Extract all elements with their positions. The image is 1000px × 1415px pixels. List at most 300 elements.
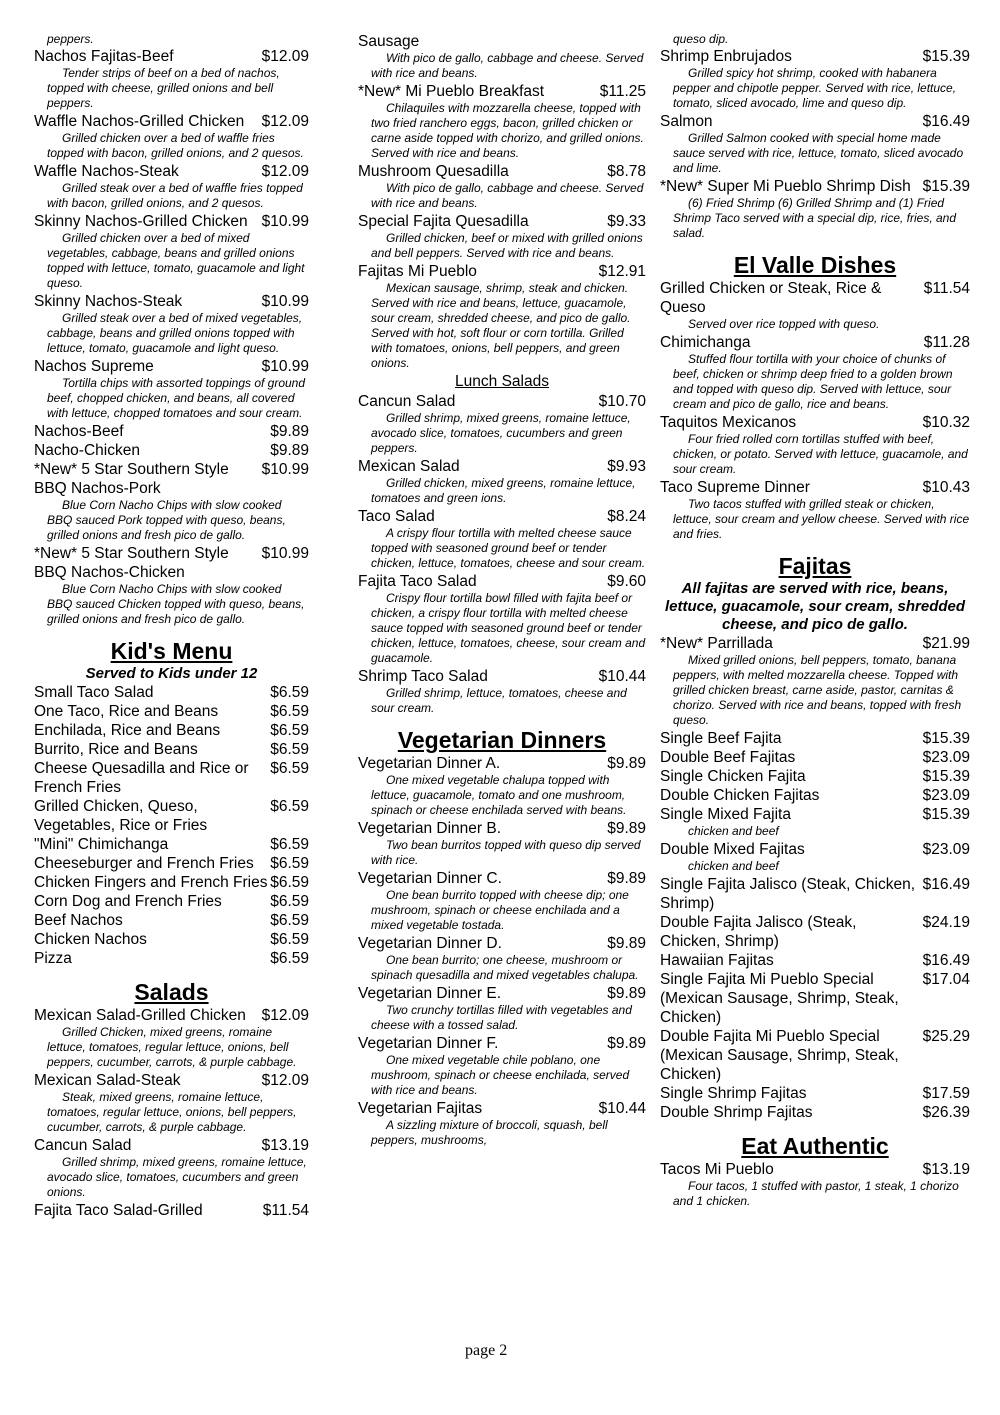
menu-item-price: $6.59 bbox=[270, 760, 309, 777]
menu-item-description-text: Grilled Salmon cooked with special home made sauce served with rice, lettuce, tomato, sliced avocado and lime. bbox=[673, 131, 964, 175]
menu-item-row bbox=[34, 1201, 309, 1220]
menu-item-price: $6.59 bbox=[270, 855, 309, 872]
menu-item-name: Taquitos Mexicanos bbox=[660, 414, 797, 431]
section-subheading: All fajitas are served with rice, beans, lettuce, guacamole, sour cream, shredded cheese, and pico de gallo. bbox=[664, 580, 966, 633]
menu-item-description-text: Crispy flour tortilla bowl filled with fajita beef or chicken, a crispy flour tortilla with melted cheese sauce topped with seasoned ground beef or tender chicken, lettuce, tomatoes, cheese, sour cream and guacamole. bbox=[371, 591, 646, 665]
menu-item-price: $6.59 bbox=[270, 950, 309, 967]
menu-item-single-fajita-jalisco-steak-chicken-shri bbox=[660, 875, 970, 913]
menu-item-mexican-salad-grilled-chicken bbox=[34, 1006, 309, 1070]
menu-item-name: Single Mixed Fajita bbox=[660, 806, 791, 823]
menu-item-price: $6.59 bbox=[270, 874, 309, 891]
menu-item-description-text: Tender strips of beef on a bed of nachos, topped with cheese, grilled onions and bell peppers. bbox=[47, 66, 280, 110]
menu-item-name: Corn Dog and French Fries bbox=[34, 893, 222, 910]
menu-item-row bbox=[660, 805, 970, 824]
menu-item-row bbox=[358, 667, 646, 686]
menu-item-price: $11.28 bbox=[923, 334, 970, 351]
menu-item-description-text: One bean burrito; one cheese, mushroom or spinach quesadilla and mixed vegetables chalupa. bbox=[371, 953, 639, 982]
section-heading-kid-s-menu: Kid's Menu bbox=[110, 638, 233, 664]
menu-item-row bbox=[660, 913, 970, 951]
menu-item-price: $11.54 bbox=[262, 1202, 309, 1219]
menu-item-name: Small Taco Salad bbox=[34, 684, 154, 701]
menu-item-row bbox=[34, 759, 309, 797]
menu-item-price: $8.78 bbox=[607, 163, 646, 180]
menu-item-chimichanga bbox=[660, 333, 970, 412]
menu-item-row bbox=[34, 441, 309, 460]
menu-item-name: *New* 5 Star Southern Style BBQ Nachos-Chicken bbox=[34, 545, 229, 581]
menu-item-price: $13.19 bbox=[922, 1161, 970, 1178]
menu-item-row bbox=[660, 413, 970, 432]
menu-item-new-5-star-southern-style-bbq-nachos-por bbox=[34, 460, 309, 543]
menu-item-description bbox=[34, 376, 309, 421]
menu-item-description bbox=[660, 66, 970, 111]
menu-item-description bbox=[660, 432, 970, 477]
menu-item-row bbox=[358, 392, 646, 411]
menu-item-price: $13.19 bbox=[261, 1137, 309, 1154]
menu-item-name: Nachos Supreme bbox=[34, 358, 154, 375]
menu-item-shrimp-taco-salad bbox=[358, 667, 646, 716]
menu-item-description-text: Grilled Chicken, mixed greens, romaine lettuce, tomatoes, regular lettuce, onions, bell peppers, cucumber, carrots, & purple cabbage. bbox=[47, 1025, 297, 1069]
menu-item-price: $10.99 bbox=[261, 545, 309, 562]
menu-item-name: Chimichanga bbox=[660, 334, 751, 351]
menu-item-row bbox=[660, 748, 970, 767]
menu-item-description bbox=[358, 838, 646, 868]
menu-item-name: Single Chicken Fajita bbox=[660, 768, 806, 785]
menu-item-price: $16.49 bbox=[922, 113, 970, 130]
menu-item-vegetarian-dinner-e bbox=[358, 984, 646, 1033]
menu-item-row bbox=[34, 892, 309, 911]
menu-item-row bbox=[34, 1006, 309, 1025]
menu-item-name: Cheeseburger and French Fries bbox=[34, 855, 254, 872]
menu-item-name: Grilled Chicken, Queso, Vegetables, Rice or Fries bbox=[34, 798, 208, 834]
menu-item-description-text: With pico de gallo, cabbage and cheese. Served with rice and beans. bbox=[371, 181, 644, 210]
menu-item-row bbox=[358, 262, 646, 281]
menu-item-name: Burrito, Rice and Beans bbox=[34, 741, 198, 758]
menu-item-row bbox=[660, 478, 970, 497]
menu-item-description-text: (6) Fried Shrimp (6) Grilled Shrimp and (1) Fried Shrimp Taco served with a special dip, rice, fries, and salad. bbox=[673, 196, 957, 240]
menu-item-single-shrimp-fajitas bbox=[660, 1084, 970, 1103]
menu-item-description-text: Tortilla chips with assorted toppings of ground beef, chopped chicken, and beans, all covered with lettuce, chopped tomatoes and sour cream. bbox=[47, 376, 306, 420]
menu-item-name: Nachos Fajitas-Beef bbox=[34, 48, 174, 65]
menu-item-price: $16.49 bbox=[922, 876, 970, 893]
menu-item-price: $9.89 bbox=[270, 442, 309, 459]
menu-item-name: Single Fajita Jalisco (Steak, Chicken, Shrimp) bbox=[660, 876, 916, 912]
section-heading-eat-authentic: Eat Authentic bbox=[741, 1133, 889, 1159]
menu-item-row bbox=[34, 357, 309, 376]
menu-item-description-text: A crispy flour tortilla with melted cheese sauce topped with seasoned ground beef or tender chicken, lettuce, tomatoes, cheese and sour cream. bbox=[371, 526, 646, 570]
menu-item-description bbox=[358, 101, 646, 161]
menu-item-mini-chimichanga bbox=[34, 835, 309, 854]
menu-item-price: $12.09 bbox=[261, 1072, 309, 1089]
menu-item-grilled-chicken-or-steak-rice-queso bbox=[660, 279, 970, 332]
menu-item-price: $10.99 bbox=[261, 293, 309, 310]
menu-item-name: Pizza bbox=[34, 950, 72, 967]
menu-item-name: Double Shrimp Fajitas bbox=[660, 1104, 813, 1121]
menu-item-price: $10.44 bbox=[598, 668, 646, 685]
menu-item-description bbox=[358, 1003, 646, 1033]
menu-item-description-text: Grilled steak over a bed of mixed vegetables, cabbage, beans and grilled onions topped with lettuce, tomato, guacamole and light queso. bbox=[47, 311, 303, 355]
menu-item-price: $6.59 bbox=[270, 893, 309, 910]
menu-item-name: Hawaiian Fajitas bbox=[660, 952, 774, 969]
menu-item-price: $12.09 bbox=[261, 48, 309, 65]
menu-item-description-text: Grilled chicken, mixed greens, romaine lettuce, tomatoes and green ions. bbox=[371, 476, 636, 505]
menu-item-name: Nacho-Chicken bbox=[34, 442, 140, 459]
menu-item-cheese-quesadilla-and-rice-or-french-fri bbox=[34, 759, 309, 797]
menu-item-description bbox=[358, 526, 646, 571]
menu-item-description bbox=[358, 181, 646, 211]
menu-item-price: $10.70 bbox=[598, 393, 646, 410]
menu-item-description bbox=[358, 686, 646, 716]
menu-item-special-fajita-quesadilla bbox=[358, 212, 646, 261]
menu-item-vegetarian-dinner-c bbox=[358, 869, 646, 933]
menu-item-description bbox=[660, 497, 970, 542]
menu-item-single-mixed-fajita bbox=[660, 805, 970, 839]
section-heading-salads: Salads bbox=[134, 979, 209, 1005]
menu-item-description bbox=[358, 953, 646, 983]
menu-item-description-text: Grilled shrimp, lettuce, tomatoes, cheese and sour cream. bbox=[371, 686, 627, 715]
menu-item-sausage bbox=[358, 32, 646, 81]
menu-item-description-text: Mexican sausage, shrimp, steak and chicken. Served with rice and beans, lettuce, guacamole, sour cream, shredded cheese, and pico de gallo. Served with hot, soft flour or corn tortilla. Grilled with tomatoes, onions, bell peppers, and green onions. bbox=[371, 281, 631, 370]
menu-item-description bbox=[660, 859, 970, 874]
menu-item-price: $23.09 bbox=[922, 787, 970, 804]
menu-item-price: $21.99 bbox=[922, 635, 970, 652]
menu-item-description-text: With pico de gallo, cabbage and cheese. Served with rice and beans. bbox=[371, 51, 644, 80]
menu-item-vegetarian-dinner-d bbox=[358, 934, 646, 983]
menu-item-description bbox=[660, 653, 970, 728]
menu-item-row bbox=[358, 212, 646, 231]
menu-item-chicken-fingers-and-french-fries bbox=[34, 873, 309, 892]
menu-item-cancun-salad bbox=[358, 392, 646, 456]
menu-item-name: *New* Super Mi Pueblo Shrimp Dish bbox=[660, 178, 911, 195]
menu-item-row bbox=[660, 840, 970, 859]
menu-item-row bbox=[358, 984, 646, 1003]
menu-item-name: Double Mixed Fajitas bbox=[660, 841, 805, 858]
menu-item-description-text: Grilled steak over a bed of waffle fries topped with bacon, grilled onions, and 2 quesos. bbox=[47, 181, 303, 210]
menu-item-row bbox=[358, 507, 646, 526]
section-heading-el-valle-dishes: El Valle Dishes bbox=[733, 252, 897, 278]
section-heading-fajitas: Fajitas bbox=[778, 553, 852, 579]
menu-item-price: $16.49 bbox=[922, 952, 970, 969]
menu-item-mushroom-quesadilla bbox=[358, 162, 646, 211]
menu-item-price: $17.04 bbox=[922, 971, 970, 988]
menu-item-row bbox=[34, 112, 309, 131]
menu-item-tacos-mi-pueblo bbox=[660, 1160, 970, 1209]
menu-item-description-text: Two bean burritos topped with queso dip served with rice. bbox=[371, 838, 641, 867]
menu-item-chicken-nachos bbox=[34, 930, 309, 949]
menu-item-row bbox=[358, 819, 646, 838]
menu-item-row bbox=[358, 457, 646, 476]
section-heading-vegetarian-dinners: Vegetarian Dinners bbox=[397, 727, 607, 753]
menu-item-name: Vegetarian Dinner B. bbox=[358, 820, 502, 837]
menu-item-name: Vegetarian Dinner C. bbox=[358, 870, 502, 887]
menu-item-new-parrillada bbox=[660, 634, 970, 728]
menu-item-waffle-nachos-grilled-chicken bbox=[34, 112, 309, 161]
menu-item-new-super-mi-pueblo-shrimp-dish bbox=[660, 177, 970, 241]
menu-item-grilled-chicken-queso-vegetables-rice-or bbox=[34, 797, 309, 835]
menu-item-double-mixed-fajitas bbox=[660, 840, 970, 874]
menu-item-name: Double Chicken Fajitas bbox=[660, 787, 820, 804]
menu-item-taco-salad bbox=[358, 507, 646, 571]
menu-item-price: $12.09 bbox=[261, 113, 309, 130]
menu-item-name: Fajita Taco Salad-Grilled bbox=[34, 1202, 203, 1219]
menu-item-description bbox=[34, 231, 309, 291]
menu-item-row bbox=[34, 422, 309, 441]
menu-item-row bbox=[660, 970, 970, 1027]
menu-item-name: Cancun Salad bbox=[34, 1137, 132, 1154]
menu-item-price: $9.89 bbox=[270, 423, 309, 440]
menu-item-name: Vegetarian Dinner D. bbox=[358, 935, 502, 952]
menu-item-price: $6.59 bbox=[270, 741, 309, 758]
menu-item-name: One Taco, Rice and Beans bbox=[34, 703, 219, 720]
menu-item-description-text: Grilled chicken over a bed of mixed vegetables, cabbage, beans and grilled onions topped with lettuce, tomato, guacamole and light queso. bbox=[47, 231, 305, 290]
menu-item-description bbox=[358, 51, 646, 81]
menu-item-name: *New* Parrillada bbox=[660, 635, 773, 652]
menu-item-price: $6.59 bbox=[270, 684, 309, 701]
menu-item-description bbox=[660, 352, 970, 412]
menu-item-row bbox=[660, 1084, 970, 1103]
menu-item-description-text: Four tacos, 1 stuffed with pastor, 1 steak, 1 chorizo and 1 chicken. bbox=[673, 1179, 959, 1208]
menu-item-name: Taco Salad bbox=[358, 508, 435, 525]
menu-item-price: $9.89 bbox=[607, 820, 646, 837]
menu-item-description-text: Grilled shrimp, mixed greens, romaine lettuce, avocado slice, tomatoes, cucumbers and green peppers. bbox=[371, 411, 631, 455]
menu-item-waffle-nachos-steak bbox=[34, 162, 309, 211]
menu-item-price: $25.29 bbox=[922, 1028, 970, 1045]
menu-item-beef-nachos bbox=[34, 911, 309, 930]
menu-item-price: $10.99 bbox=[261, 213, 309, 230]
menu-item-name: Special Fajita Quesadilla bbox=[358, 213, 529, 230]
menu-item-price: $26.39 bbox=[922, 1104, 970, 1121]
menu-item-description bbox=[34, 1025, 309, 1070]
menu-item-name: Mexican Salad bbox=[358, 458, 460, 475]
menu-item-price: $10.43 bbox=[922, 479, 970, 496]
menu-column-right bbox=[660, 32, 970, 1382]
menu-column-middle bbox=[358, 32, 646, 1377]
menu-item-description-text: chicken and beef bbox=[688, 824, 779, 838]
menu-item-single-fajita-mi-pueblo-special-mexican- bbox=[660, 970, 970, 1027]
menu-item-price: $9.89 bbox=[607, 1035, 646, 1052]
menu-item-description bbox=[660, 317, 970, 332]
menu-item-row bbox=[34, 949, 309, 968]
menu-item-name: Grilled Chicken or Steak, Rice & Queso bbox=[660, 280, 882, 316]
menu-item-name: Mexican Salad-Grilled Chicken bbox=[34, 1007, 246, 1024]
menu-item-name: Single Beef Fajita bbox=[660, 730, 782, 747]
menu-item-name: Waffle Nachos-Grilled Chicken bbox=[34, 113, 245, 130]
menu-item-name: Single Shrimp Fajitas bbox=[660, 1085, 807, 1102]
menu-item-name: Shrimp Enbrujados bbox=[660, 48, 792, 65]
menu-item-name: Double Beef Fajitas bbox=[660, 749, 796, 766]
menu-item-name: Mushroom Quesadilla bbox=[358, 163, 509, 180]
menu-item-description bbox=[358, 281, 646, 371]
menu-item-new-mi-pueblo-breakfast bbox=[358, 82, 646, 161]
menu-item-description bbox=[34, 1155, 309, 1200]
menu-item-small-taco-salad bbox=[34, 683, 309, 702]
menu-item-row bbox=[358, 1099, 646, 1118]
menu-item-description-text: One mixed vegetable chile poblano, one mushroom, spinach or cheese enchilada, served with rice and beans. bbox=[371, 1053, 630, 1097]
menu-item-cheeseburger-and-french-fries bbox=[34, 854, 309, 873]
menu-item-row bbox=[358, 934, 646, 953]
menu-item-price: $9.60 bbox=[607, 573, 646, 590]
menu-item-row bbox=[34, 854, 309, 873]
menu-item-double-beef-fajitas bbox=[660, 748, 970, 767]
menu-item-nachos-supreme bbox=[34, 357, 309, 421]
menu-item-cancun-salad bbox=[34, 1136, 309, 1200]
menu-item-row bbox=[358, 1034, 646, 1053]
menu-item-row bbox=[358, 32, 646, 51]
menu-item-row bbox=[34, 740, 309, 759]
menu-item-description bbox=[660, 131, 970, 176]
menu-item-description bbox=[358, 773, 646, 818]
menu-item-price: $6.59 bbox=[270, 722, 309, 739]
menu-item-row bbox=[34, 683, 309, 702]
menu-item-price: $15.39 bbox=[922, 730, 970, 747]
menu-item-mexican-salad bbox=[358, 457, 646, 506]
menu-item-row bbox=[34, 47, 309, 66]
menu-item-skinny-nachos-steak bbox=[34, 292, 309, 356]
menu-item-row bbox=[34, 544, 309, 582]
menu-item-name: Vegetarian Dinner F. bbox=[358, 1035, 499, 1052]
menu-item-price: $15.39 bbox=[922, 178, 970, 195]
menu-item-row bbox=[660, 729, 970, 748]
menu-item-row bbox=[34, 1071, 309, 1090]
menu-item-new-5-star-southern-style-bbq-nachos-chi bbox=[34, 544, 309, 627]
menu-item-price: $6.59 bbox=[270, 912, 309, 929]
menu-item-single-beef-fajita bbox=[660, 729, 970, 748]
section-subheading: Served to Kids under 12 bbox=[85, 665, 258, 682]
menu-item-name: Fajitas Mi Pueblo bbox=[358, 263, 477, 280]
menu-item-description bbox=[660, 196, 970, 241]
menu-item-row bbox=[358, 869, 646, 888]
menu-item-name: Skinny Nachos-Steak bbox=[34, 293, 183, 310]
menu-item-name: Salmon bbox=[660, 113, 713, 130]
menu-item-row bbox=[34, 292, 309, 311]
menu-item-description bbox=[358, 231, 646, 261]
menu-item-price: $6.59 bbox=[270, 836, 309, 853]
menu-item-pizza bbox=[34, 949, 309, 968]
menu-item-taquitos-mexicanos bbox=[660, 413, 970, 477]
menu-item-description bbox=[358, 591, 646, 666]
menu-item-price: $9.89 bbox=[607, 870, 646, 887]
menu-item-price: $15.39 bbox=[922, 806, 970, 823]
menu-item-name: Enchilada, Rice and Beans bbox=[34, 722, 221, 739]
menu-item-row bbox=[34, 797, 309, 835]
menu-item-description bbox=[358, 411, 646, 456]
menu-item-price: $9.89 bbox=[607, 935, 646, 952]
menu-item-vegetarian-dinner-b bbox=[358, 819, 646, 868]
menu-item-price: $23.09 bbox=[922, 841, 970, 858]
menu-item-row bbox=[660, 951, 970, 970]
menu-item-row bbox=[660, 177, 970, 196]
menu-item-description-text: Two crunchy tortillas filled with vegetables and cheese with a tossed salad. bbox=[371, 1003, 632, 1032]
menu-item-name: *New* 5 Star Southern Style BBQ Nachos-Pork bbox=[34, 461, 229, 497]
menu-item-description-text: Blue Corn Nacho Chips with slow cooked BBQ sauced Pork topped with queso, beans, grilled onions and fresh pico de gallo. bbox=[47, 498, 286, 542]
menu-item-description bbox=[34, 131, 309, 161]
menu-item-fajitas-mi-pueblo bbox=[358, 262, 646, 371]
menu-item-price: $23.09 bbox=[922, 749, 970, 766]
menu-item-price: $12.09 bbox=[261, 163, 309, 180]
menu-item-name: Vegetarian Dinner E. bbox=[358, 985, 502, 1002]
menu-item-description-text: One bean burrito topped with cheese dip; one mushroom, spinach or cheese enchilada and a mixed vegetable tostada. bbox=[371, 888, 629, 932]
menu-item-description bbox=[34, 181, 309, 211]
menu-item-price: $10.99 bbox=[261, 461, 309, 478]
menu-item-price: $11.25 bbox=[599, 83, 646, 100]
menu-item-name: Chicken Fingers and French Fries bbox=[34, 874, 268, 891]
menu-item-row bbox=[358, 82, 646, 101]
menu-item-vegetarian-dinner-a bbox=[358, 754, 646, 818]
menu-item-description bbox=[34, 66, 309, 111]
menu-item-description bbox=[34, 1090, 309, 1135]
menu-item-name: Waffle Nachos-Steak bbox=[34, 163, 179, 180]
menu-item-row bbox=[34, 835, 309, 854]
menu-item-price: $10.32 bbox=[922, 414, 970, 431]
menu-item-salmon bbox=[660, 112, 970, 176]
page-number: page 2 bbox=[465, 1342, 508, 1359]
menu-item-description-text: Stuffed flour tortilla with your choice of chunks of beef, chicken or shrimp deep fried to a golden brown and topped with queso dip. Served with lettuce, sour cream and pico de gallo, rice and beans. bbox=[673, 352, 953, 411]
menu-item-name: Single Fajita Mi Pueblo Special (Mexican Sausage, Shrimp, Steak, Chicken) bbox=[660, 971, 899, 1026]
menu-item-description-text: A sizzling mixture of broccoli, squash, bell peppers, mushrooms, bbox=[371, 1118, 608, 1147]
menu-item-burrito-rice-and-beans bbox=[34, 740, 309, 759]
menu-item-price: $9.93 bbox=[607, 458, 646, 475]
menu-item-price: $10.44 bbox=[598, 1100, 646, 1117]
subsection-heading-lunch-salads: Lunch Salads bbox=[455, 373, 549, 390]
menu-item-name: Taco Supreme Dinner bbox=[660, 479, 810, 496]
menu-item-skinny-nachos-grilled-chicken bbox=[34, 212, 309, 291]
menu-item-row bbox=[34, 911, 309, 930]
menu-item-description bbox=[358, 888, 646, 933]
menu-item-price: $12.91 bbox=[598, 263, 646, 280]
menu-item-name: Sausage bbox=[358, 33, 420, 50]
menu-item-name: Cancun Salad bbox=[358, 393, 456, 410]
menu-item-row bbox=[34, 702, 309, 721]
menu-item-row bbox=[660, 634, 970, 653]
menu-item-fajita-taco-salad bbox=[358, 572, 646, 666]
menu-item-description bbox=[358, 1053, 646, 1098]
menu-item-description-text: Grilled shrimp, mixed greens, romaine lettuce, avocado slice, tomatoes, cucumbers and green onions. bbox=[47, 1155, 307, 1199]
menu-item-double-fajita-mi-pueblo-special-mexican- bbox=[660, 1027, 970, 1084]
menu-item-nacho-chicken bbox=[34, 441, 309, 460]
menu-item-double-chicken-fajitas bbox=[660, 786, 970, 805]
menu-item-row bbox=[358, 162, 646, 181]
menu-item-price: $9.33 bbox=[607, 213, 646, 230]
menu-item-description bbox=[660, 1179, 970, 1209]
menu-item-row bbox=[660, 767, 970, 786]
menu-item-price: $12.09 bbox=[261, 1007, 309, 1024]
menu-item-nachos-fajitas-beef bbox=[34, 47, 309, 111]
menu-item-description-text: Served over rice topped with queso. bbox=[688, 317, 880, 331]
menu-item-double-fajita-jalisco-steak-chicken-shri bbox=[660, 913, 970, 951]
menu-item-price: $6.59 bbox=[270, 931, 309, 948]
menu-item-row bbox=[34, 873, 309, 892]
menu-item-taco-supreme-dinner bbox=[660, 478, 970, 542]
menu-item-name: Shrimp Taco Salad bbox=[358, 668, 488, 685]
menu-item-row bbox=[660, 875, 970, 913]
menu-item-row bbox=[660, 112, 970, 131]
menu-item-description-text: Chilaquiles with mozzarella cheese, topped with two fried ranchero eggs, bacon, grilled chicken or carne aside topped with chorizo, and grilled onions. Served with rice and beans. bbox=[371, 101, 644, 160]
menu-item-row bbox=[660, 786, 970, 805]
menu-item-one-taco-rice-and-beans bbox=[34, 702, 309, 721]
menu-item-price: $17.59 bbox=[922, 1085, 970, 1102]
menu-item-price: $9.89 bbox=[607, 755, 646, 772]
menu-item-name: "Mini" Chimichanga bbox=[34, 836, 169, 853]
menu-item-name: Vegetarian Dinner A. bbox=[358, 755, 501, 772]
menu-item-mexican-salad-steak bbox=[34, 1071, 309, 1135]
menu-item-fajita-taco-salad-grilled bbox=[34, 1201, 309, 1220]
menu-item-vegetarian-fajitas bbox=[358, 1099, 646, 1148]
menu-item-name: Nachos-Beef bbox=[34, 423, 124, 440]
menu-item-name: Beef Nachos bbox=[34, 912, 123, 929]
menu-item-description-text: Grilled chicken over a bed of waffle fries topped with bacon, grilled onions, and 2 quesos. bbox=[47, 131, 304, 160]
menu-item-row bbox=[660, 333, 970, 352]
menu-item-enchilada-rice-and-beans bbox=[34, 721, 309, 740]
menu-item-name: Fajita Taco Salad bbox=[358, 573, 477, 590]
